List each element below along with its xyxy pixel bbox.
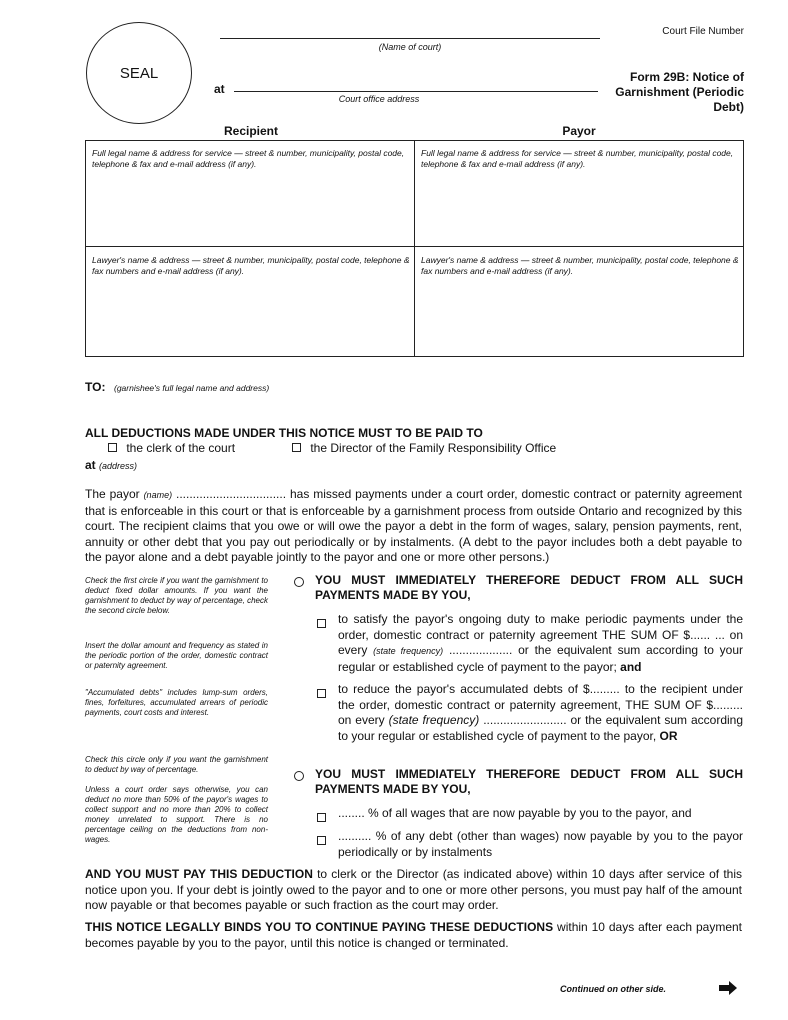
- fixed-amount-radio[interactable]: [294, 577, 304, 587]
- intro-paragraph: The payor (name) ................................. has missed payments under a court order, domestic contract or paternity agreement that is enforceable in this court or that is enforceable by a garnishment process from outside Ontario and recognized by this court. The recipient claims that you owe or will owe the payor a debt in the form of wages, salary, pension payments, rent, annuity or other debt that you pay out periodically or by instalments. (A debt to the payor includes both a debt payable to the payor alone and a debt payable jointly to the payor and one or more other persons.): [85, 487, 743, 565]
- option-b-heading: YOU MUST IMMEDIATELY THEREFORE DEDUCT FROM ALL SUCH PAYMENTS MADE BY YOU,: [315, 767, 743, 796]
- payment-at-label: at: [85, 458, 96, 472]
- grid-divider-horizontal: [85, 246, 744, 247]
- payor-lawyer-field[interactable]: Lawyer's name & address — street & number, municipality, postal code, telephone & fax numbers and e-mail address (if any).: [421, 255, 739, 276]
- accumulated-debts-checkbox[interactable]: [317, 689, 326, 698]
- side-note-1: Check the first circle if you want the garnishment to deduct fixed dollar amounts. If you want the garnishment to deduct by way of percentage, check the second circle below.: [85, 576, 268, 615]
- at-label: at: [214, 82, 225, 96]
- court-address-caption: Court office address: [338, 94, 420, 104]
- pay-deduction-paragraph: AND YOU MUST PAY THIS DEDUCTION to clerk or the Director (as indicated above) within 10 days after service of this notice upon you. If your debt is jointly owed to the payor and to one or more other persons, you must pay half of the amount now payable or that becomes payable or such fraction as the court may order.: [85, 867, 742, 913]
- recipient-heading: Recipient: [223, 124, 278, 138]
- side-note-5: Unless a court order says otherwise, you can deduct no more than 50% of the payor's wages to collect support and no more than 20% to collect money unrelated to support. There is no percentage ceiling on the deductions from non-wages.: [85, 785, 268, 844]
- payor-heading: Payor: [562, 124, 596, 138]
- payor-name-field[interactable]: Full legal name & address for service — street & number, municipality, postal code, telephone & fax and e-mail address (if any).: [421, 148, 734, 169]
- form-title: Form 29B: Notice of Garnishment (Periodic Debt): [615, 70, 744, 114]
- arrow-right-icon: [718, 981, 738, 995]
- court-file-number-label: Court File Number: [662, 26, 744, 37]
- seal-label: SEAL: [119, 64, 159, 82]
- clerk-checkbox[interactable]: [108, 443, 117, 452]
- seal-circle: [86, 22, 192, 124]
- court-name-caption: (Name of court): [378, 42, 442, 52]
- recipient-lawyer-field[interactable]: Lawyer's name & address — street & number, municipality, postal code, telephone & fax numbers and e-mail address (if any).: [92, 255, 410, 276]
- director-option-label: the Director of the Family Responsibility Office: [310, 441, 557, 455]
- binding-notice-paragraph: THIS NOTICE LEGALLY BINDS YOU TO CONTINUE PAYING THESE DEDUCTIONS within 10 days after each payment becomes payable by you to the payor, until this notice is changed or terminated.: [85, 920, 742, 950]
- payment-address-field[interactable]: [85, 458, 137, 472]
- payor-name-blank[interactable]: .................................: [176, 487, 287, 501]
- debt-percent-item: .......... % of any debt (other than wages) now payable by you to the payor periodically or by instalments: [338, 829, 743, 859]
- side-note-2: Insert the dollar amount and frequency as stated in the periodic portion of the order, domestic contract or paternity agreement.: [85, 641, 268, 670]
- ongoing-duty-checkbox[interactable]: [317, 619, 326, 628]
- recipient-name-field[interactable]: Full legal name & address for service — street & number, municipality, postal code, telephone & fax and e-mail address (if any).: [92, 148, 405, 169]
- accumulated-debts-item: to reduce the payor's accumulated debts of $......... to the recipient under the order, domestic contract or paternity agreement, THE SUM OF $......... on every (state frequency) ......................... or the equivalent sum according to your regular or established cycle of payment to the payor, OR: [338, 682, 744, 743]
- option-a-heading: YOU MUST IMMEDIATELY THEREFORE DEDUCT FROM ALL SUCH PAYMENTS MADE BY YOU,: [315, 573, 743, 602]
- payment-address-hint: (address): [99, 461, 138, 471]
- garnishee-field[interactable]: (garnishee's full legal name and address): [114, 383, 270, 393]
- deductions-title: ALL DEDUCTIONS MADE UNDER THIS NOTICE MUST TO BE PAID TO: [85, 426, 483, 440]
- ongoing-duty-item: to satisfy the payor's ongoing duty to make periodic payments under the order, domestic contract or paternity agreement THE SUM OF $...... ... on every (state frequency) ................... or the equivalent sum according to your regular or established cycle of payment to the payor; and: [338, 612, 744, 674]
- wages-percent-item: ........ % of all wages that are now payable by you to the payor, and: [338, 806, 692, 820]
- side-note-3: "Accumulated debts" includes lump-sum orders, fines, forfeitures, accumulated arrears of periodic payments, court costs and interest.: [85, 688, 268, 717]
- director-checkbox[interactable]: [292, 443, 301, 452]
- continued-label: Continued on other side.: [560, 984, 666, 994]
- clerk-option-label: the clerk of the court: [126, 441, 236, 455]
- to-label: TO:: [85, 380, 106, 394]
- court-name-line[interactable]: [220, 38, 600, 39]
- side-note-4: Check this circle only if you want the garnishment to deduct by way of percentage.: [85, 755, 268, 774]
- court-address-line[interactable]: [234, 91, 598, 92]
- wages-percent-checkbox[interactable]: [317, 813, 326, 822]
- percentage-radio[interactable]: [294, 771, 304, 781]
- grid-divider-vertical: [414, 140, 415, 357]
- debt-percent-checkbox[interactable]: [317, 836, 326, 845]
